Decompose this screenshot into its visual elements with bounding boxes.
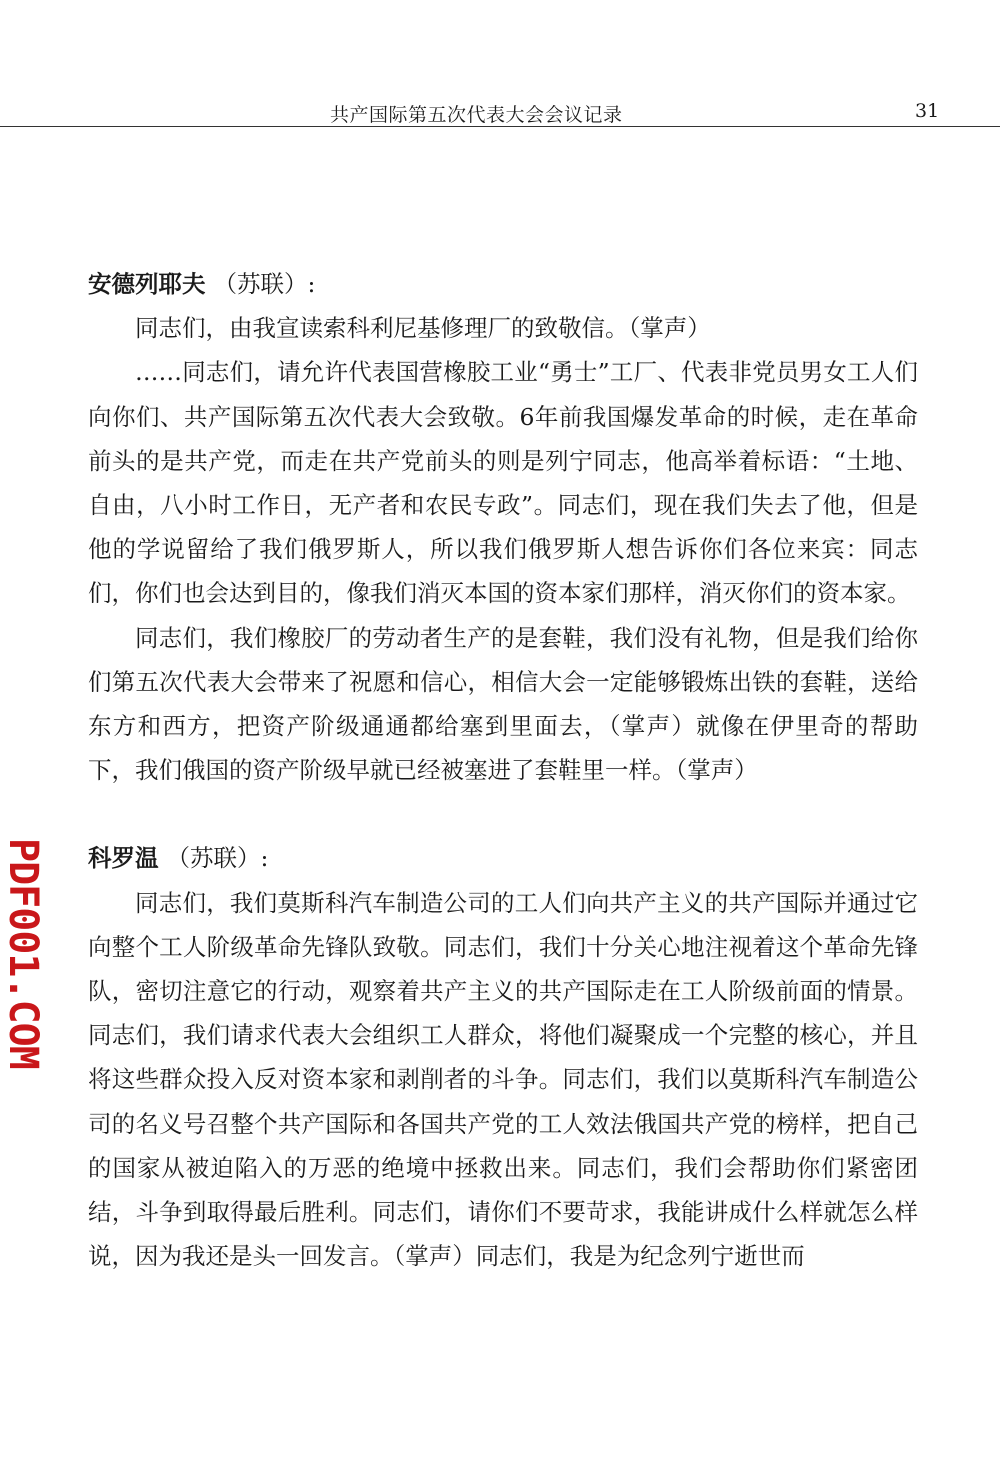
paragraph: 同志们，由我宣读索科利尼基修理厂的致敬信。（掌声） [135,314,711,343]
page-number: 31 [915,100,940,122]
running-header-title: 共产国际第五次代表大会会议记录 [330,104,623,126]
paragraph: 同志们，我们橡胶厂的劳动者生产的是套鞋，我们没有礼物，但是我们给你们第五次代表大会带来了祝愿和信心，相信大会一定能够锻炼出铁的套鞋，送给东方和西方，把资产阶级通通都给塞到里面去，（掌声）就像在伊里奇的帮助下，我们俄国的资产阶级早就已经被塞进了套鞋里一样。（掌声） [88,623,918,785]
header-rule [0,126,1000,127]
speaker-affiliation: （苏联）: [166,844,269,873]
speech-korovin [88,836,918,1278]
watermark-text: PDF001.COM [0,838,46,1069]
speaker-line [88,836,918,880]
speech-andreyev [88,262,918,792]
speaker-name: 安德列耶夫 [88,270,206,298]
paragraph: 同志们，我们莫斯科汽车制造公司的工人们向共产主义的共产国际并通过它向整个工人阶级革命先锋队致敬。同志们，我们十分关心地注视着这个革命先锋队，密切注意它的行动，观察着共产主义的共产国际走在工人阶级前面的情景。同志们，我们请求代表大会组织工人群众，将他们凝聚成一个完整的核心，并且将这些群众投入反对资本家和剥削者的斗争。同志们，我们以莫斯科汽车制造公司的名义号召整个共产国际和各国共产党的工人效法俄国共产党的榜样，把自己的国家从被迫陷入的万恶的绝境中拯救出来。同志们，我们会帮助你们紧密团结，斗争到取得最后胜利。同志们，请你们不要苛求，我能讲成什么样就怎么样说，因为我还是头一回发言。（掌声）同志们，我是为纪念列宁逝世而 [88,888,918,1271]
speaker-name: 科罗温 [88,844,159,873]
speaker-affiliation: （苏联）: [213,270,316,298]
paragraph: ……同志们，请允许代表国营橡胶工业“勇士”工厂、代表非党员男女工人们向你们、共产国际第五次代表大会致敬。6年前我国爆发革命的时候，走在革命前头的是共产党，而走在共产党前头的则是列宁同志，他高举着标语：“土地、自由，八小时工作日，无产者和农民专政”。同志们，现在我们失去了他，但是他的学说留给了我们俄罗斯人，所以我们俄罗斯人想告诉你们各位来宾：同志们，你们也会达到目的，像我们消灭本国的资本家们那样，消灭你们的资本家。 [88,358,918,608]
running-header [0,92,1000,126]
speaker-line [88,262,918,306]
watermark [2,838,46,1088]
body-text [88,262,918,1278]
